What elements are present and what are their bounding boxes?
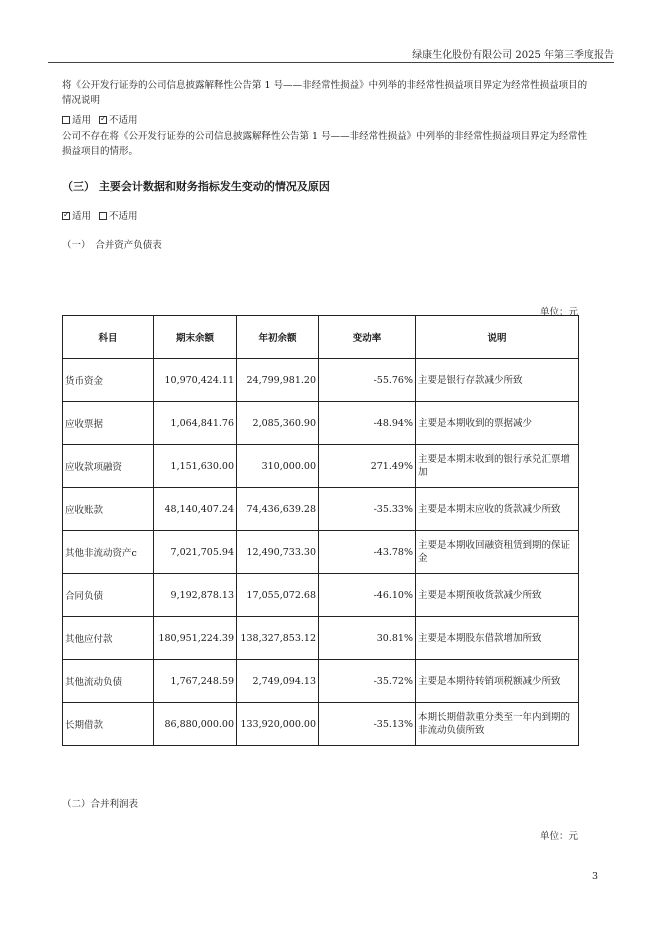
balance-sheet-subtitle: （一） 合并资产负债表: [62, 240, 162, 251]
row-item: 货币资金: [63, 359, 154, 402]
balance-sheet-unit: 单位：元: [539, 307, 578, 318]
row-item: 长期借款: [63, 703, 154, 746]
table-header-row: [63, 316, 579, 359]
row-begin-balance: 138,327,853.12: [237, 617, 319, 660]
page-number: 3: [591, 871, 598, 882]
row-note: 主要是本期预收货款减少所致: [416, 574, 579, 617]
row-begin-balance: 133,920,000.00: [237, 703, 319, 746]
section-applicable-label: 适用: [72, 211, 92, 222]
row-end-balance: 9,192,878.13: [154, 574, 237, 617]
row-change-rate: -43.78%: [319, 531, 416, 574]
row-change-rate: -35.72%: [319, 660, 416, 703]
column-header-note: 说明: [416, 316, 579, 359]
section-heading: （三） 主要会计数据和财务指标发生变动的情况及原因: [62, 180, 330, 193]
balance-sheet-table: [62, 315, 579, 746]
table-row: [63, 488, 579, 531]
income-statement-subtitle: （二）合并利润表: [62, 799, 139, 810]
row-end-balance: 10,970,424.11: [154, 359, 237, 402]
row-note: 主要是本期待转销项税额减少所致: [416, 660, 579, 703]
row-note: 主要是本期末收到的银行承兑汇票增加: [416, 445, 579, 488]
section-not-applicable-checkbox-icon[interactable]: [99, 212, 107, 220]
row-note: 本期长期借款重分类至一年内到期的非流动负债所致: [416, 703, 579, 746]
row-change-rate: -48.94%: [319, 402, 416, 445]
row-begin-balance: 17,055,072.68: [237, 574, 319, 617]
row-note: 主要是本期收回融资租赁到期的保证金: [416, 531, 579, 574]
table-row: [63, 445, 579, 488]
row-change-rate: 271.49%: [319, 445, 416, 488]
row-end-balance: 1,064,841.76: [154, 402, 237, 445]
row-item: 应收款项融资: [63, 445, 154, 488]
row-end-balance: 1,151,630.00: [154, 445, 237, 488]
row-note: 主要是银行存款减少所致: [416, 359, 579, 402]
table-row: [63, 703, 579, 746]
row-end-balance: 86,880,000.00: [154, 703, 237, 746]
table-row: [63, 531, 579, 574]
row-begin-balance: 2,085,360.90: [237, 402, 319, 445]
nonrecurring-result: 公司不存在将《公开发行证券的公司信息披露解释性公告第 1 号——非经常性损益》中列举的非经常性损益项目界定为经常性损益项目的情形。: [62, 131, 588, 157]
row-change-rate: 30.81%: [319, 617, 416, 660]
row-end-balance: 7,021,705.94: [154, 531, 237, 574]
row-item: 其他非流动资产c: [63, 531, 154, 574]
table-row: [63, 359, 579, 402]
row-item: 应收账款: [63, 488, 154, 531]
table-row: [63, 574, 579, 617]
row-end-balance: 1,767,248.59: [154, 660, 237, 703]
row-item: 其他应付款: [63, 617, 154, 660]
row-begin-balance: 12,490,733.30: [237, 531, 319, 574]
column-header-change-rate: 变动率: [319, 316, 416, 359]
table-row: [63, 617, 579, 660]
header-divider: [48, 62, 614, 63]
row-change-rate: -55.76%: [319, 359, 416, 402]
table-row: [63, 402, 579, 445]
column-header-item: 科目: [63, 316, 154, 359]
row-begin-balance: 74,436,639.28: [237, 488, 319, 531]
income-statement-unit: 单位：元: [539, 831, 578, 842]
row-note: 主要是本期股东借款增加所致: [416, 617, 579, 660]
section-not-applicable-label: 不适用: [109, 211, 138, 222]
nonrecurring-options: [62, 112, 138, 126]
row-change-rate: -46.10%: [319, 574, 416, 617]
row-change-rate: -35.13%: [319, 703, 416, 746]
row-item: 其他流动负债: [63, 660, 154, 703]
section-applicable-checkbox-icon[interactable]: [62, 212, 70, 220]
not-applicable-checkbox-icon[interactable]: [99, 116, 107, 124]
row-item: 合同负债: [63, 574, 154, 617]
not-applicable-label: 不适用: [109, 115, 138, 126]
row-item: 应收票据: [63, 402, 154, 445]
row-begin-balance: 24,799,981.20: [237, 359, 319, 402]
column-header-begin-balance: 年初余额: [237, 316, 319, 359]
table-row: [63, 660, 579, 703]
section-options: [62, 208, 138, 222]
row-change-rate: -35.33%: [319, 488, 416, 531]
column-header-end-balance: 期末余额: [154, 316, 237, 359]
row-begin-balance: 2,749,094.13: [237, 660, 319, 703]
row-begin-balance: 310,000.00: [237, 445, 319, 488]
row-note: 主要是本期收到的票据减少: [416, 402, 579, 445]
row-note: 主要是本期末应收的货款减少所致: [416, 488, 579, 531]
nonrecurring-statement: 将《公开发行证券的公司信息披露解释性公告第 1 号——非经常性损益》中列举的非经常性损益项目界定为经常性损益项目的情况说明: [62, 80, 588, 106]
applicable-label: 适用: [72, 115, 92, 126]
report-header-title: 绿康生化股份有限公司 2025 年第三季度报告: [412, 50, 614, 61]
row-end-balance: 48,140,407.24: [154, 488, 237, 531]
row-end-balance: 180,951,224.39: [154, 617, 237, 660]
applicable-checkbox-icon[interactable]: [62, 116, 70, 124]
